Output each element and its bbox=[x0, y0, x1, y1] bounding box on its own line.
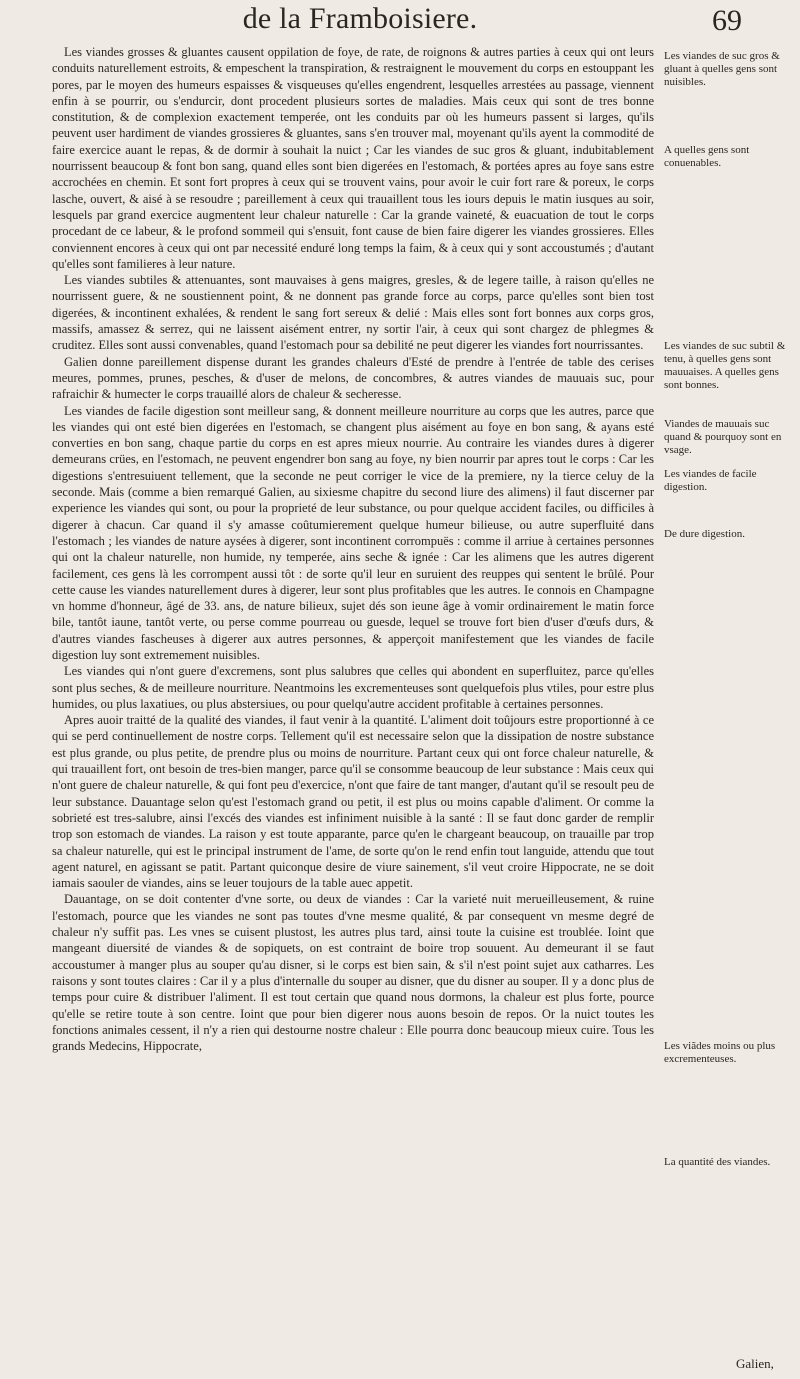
margin-note: A quelles gens sont conuenables. bbox=[664, 144, 750, 169]
paragraph: Les viandes qui n'ont guere d'excremens, sont plus salubres que celles qui abondent en superfluitez, parce qu'elles sont plus seches, & de meilleure nourriture. Neantmoins les excrementeuses sont quelquefois plus vtiles, pour estre plus humides, ou plus laxatiues, ou plus abstersiues, ou pour quelqu'autre accident profitable à certaines personnes. bbox=[52, 664, 654, 711]
margin-note: De dure digestion. bbox=[664, 528, 745, 540]
paragraph: Les viandes grosses & gluantes causent oppilation de foye, de rate, de roignons & autres parties à ceux qui ont leurs conduits naturellement estroits, & empeschent la transpiration, & restraignent le mouvement du corps en estouppant les pores, par le moyen des humeurs espaisses & visqueuses qu'elles engendrent, lesquelles arrestées au passage, viennent enfin à se pourrir, ou s'endurcir, dont procedent plusieurs sortes de maladies. Mais ceux qui sont de tres bonne constitution, & de complexion exactement temperée, ont les conduits par où les humeurs passent si larges, qu'ils peuvent user hardiment de viandes grossieres & gluantes, sans s'en trouver mal, moyenant qu'ils ayent la commodité de faire exercice auant le repas, & de dormir à souhait la nuict ; Car les viandes de suc gros & gluant, indubitablement nourrissent beaucoup & font bon sang, quand elles sont bien digerées en l'estomach, & portées apres au foye sans estre accrochées en chemin. Et sont fort propres à ceux qui se trouvent vains, pour avoir le cuir fort rare & poreux, le corps lasche, ouvert, & aisé à se resoudre ; pareillement à ceux qui trauaillent tous les iours depuis le matin iusques au soir, lesquels par grand exercice augmentent leur chaleur naturelle : Car la grande vaineté, & euacuation de tout le corps procedant de ce labeur, & le profond sommeil qui s'ensuit, font cause de bien faire digerer les viandes grossieres. Elles conviennent encores à ceux qui ont par necessité enduré long temps la faim, & à ceux qui y sont accoustumés ; d'autant qu'elles sont familieres à leur nature. bbox=[52, 45, 654, 271]
paragraph: Les viandes subtiles & attenuantes, sont mauvaises à gens maigres, gresles, & de legere taille, à raison qu'elles ne nourrissent guere, & ne soustiennent point, & ne donnent pas grande force au corps, parce qu'elles sont bien tost digerées, & incontinent exhalées, & rendent le sang fort sereux & delié : Mais elles sont fort bonnes aux corps gros, massifs, amassez & serrez, qui ne laissent aisément entrer, ny sortir l'air, à ceux qui sont chargez de phlegmes & cruditez. Elles sont aussi convenables, quand l'estomach pour sa debilité ne peut digerer les viandes fort nourrissantes. bbox=[52, 273, 654, 353]
margin-note: Les viandes de suc gros & gluant à quelles gens sont nuisibles. bbox=[664, 50, 780, 88]
main-text-block bbox=[52, 44, 654, 1054]
paragraph: Apres auoir traitté de la qualité des viandes, il faut venir à la quantité. L'aliment doit toûjours estre proportionné à ce qui se perd continuellement de nostre corps. Tellement qu'il est necessaire selon que la dissipation de nostre substance est plus grande, ou plus petite, de prendre plus ou moins de nourriture. Partant ceux qui ont force chaleur naturelle, & qui trauaillent fort, ont besoin de tres-bien manger, parce qu'il se consomme beaucoup de leur substance : Mais ceux qui n'ont guere de chaleur naturelle, & qui font peu d'exercice, n'ont que faire de tant manger, d'autant qu'il se resoult peu de leur substance. Dauantage selon qu'est l'estomach grand ou petit, il est plus ou moins capable d'aliment. Or comme la sobrieté est tres-salubre, ainsi l'excés des viandes est infiniment nuisible à la santé : Il se faut donc garder de remplir trop son estomach de viandes. La raison y est toute apparante, parce qu'en le chargeant beaucoup, on trauaille par trop sa chaleur naturelle, qui est le principal instrument de l'ame, de sorte qu'on le rend enfin tout languide, attendu que tout agent naturel, en agissant se patit. Partant quiconque desire de viure sainement, s'il veut croire Hippocrate, ne se doit iamais saouler de viandes, ains se leuer toujours de la table auec appetit. bbox=[52, 713, 654, 891]
page-number: 69 bbox=[712, 4, 742, 37]
paragraph: Les viandes de facile digestion sont meilleur sang, & donnent meilleure nourriture au corps que les autres, parce que les viandes qui ont esté bien digerées en l'estomach, se changent plus aisément au foye en bon sang, & ayans esté converties en bon sang, chaque partie du corps en est apres mieux nourrie. Au contraire les viandes dures à digerer demeurans crües, en l'estomach, ne peuvent engendrer bon sang au foye, ny bien nourrir par apres tout le corps : Car les digestions s'entresuiuent tellement, que la seconde ne peut corriger le vice de la premiere, ny la tierce celuy de la seconde. Mais (comme a bien remarqué Galien, au sixiesme chapitre du second liure des alimens) il faut discerner par experience les viandes qui sont, ou pour la proprieté de leur substance, ou pour quelque accident faciles, ou difficiles à digerer à chacun. Car quand il s'y amasse coûtumierement quelque humeur bilieuse, ou autre superfluité dans l'estomach ; les viandes de nature aysées à digerer, sont incontinent corrompuës : comme il arriue à certaines personnes qui ont la chaleur naturelle, non humide, ny temperée, ains seche & ignée : Car les alimens que les autres digerent facilement, ces gens là les corrompent aussi tôt : de sorte qu'il leur en suruient des reuppes qui sentent le brûlé. Pour cette cause les viandes naturellement dures à digerer, leur sont plus profitables que les autres. Ie connois en Champagne vn homme d'honneur, âgé de 33. ans, de nature bilieux, sujet dés son ieune âge à vomir ordinairement le matin force bile, tantôt iaune, tantôt verte, ou perse comme pourreau ou guesde, lequel se trouve fort bien d'user d'œufs durs, & d'autres viandes fascheuses à digerer aux autres personnes, & apperçoit manifestement que les viandes de facile digestion luy sont extremement nuisibles. bbox=[52, 403, 654, 662]
catchword: Galien, bbox=[736, 1356, 774, 1371]
margin-note: Les viãdes moins ou plus excrementeuses. bbox=[664, 1040, 776, 1065]
margin-note: La quantité des viandes. bbox=[664, 1156, 771, 1168]
running-head: de la Framboisiere. bbox=[242, 2, 478, 35]
paragraph: Dauantage, on se doit contenter d'vne sorte, ou deux de viandes : Car la varieté nuit merueilleusement, & ruine l'estomach, pource que les viandes ne sont pas toutes d'vne mesme qualité, & par consequent vn mesme degré de chaleur n'y suffit pas. Les vnes se cuisent plustost, les autres plus tard, ainsi toute la cuisine est troublée. Ioint que mangeant diuersité de viandes & de sopiquets, on est contraint de boire trop souuent. Au demeurant il se faut accoustumer à manger plus au souper qu'au disner, si le corps est bien sain, & s'il n'est point sujet aux catharres. Les raisons y sont toutes claires : Car il y a plus d'internalle du souper au disner, que du disner au souper. Il y a donc plus de temps pour cuire & distribuer l'aliment. Il est tout certain que quand nous dormons, la chaleur est plus forte, pource qu'elle se retire toute à son centre. Ioint que pour bien digerer nous auons besoin de repos. Or la nuict toutes les fonctions animales cessent, il n'y a rien qui destourne nostre chaleur : Elle pourra donc beaucoup mieux cuire. Tous les grands Medecins, Hippocrate, bbox=[52, 892, 654, 1054]
margin-note: Viandes de mauuais suc quand & pourquoy sont en vsage. bbox=[664, 418, 782, 456]
margin-note: Les viandes de facile digestion. bbox=[664, 468, 757, 493]
margin-note: Les viandes de suc subtil & tenu, à quelles gens sont mauuaises. A quelles gens sont bonnes. bbox=[664, 340, 786, 391]
paragraph: Galien donne pareillement dispense durant les grandes chaleurs d'Esté de prendre à l'entrée de table des cerises meures, pommes, prunes, pesches, & d'user de melons, de concombres, & autres viandes de mauuais suc, pour rafraichir & humecter le corps trauaillé alors de chaleur & secheresse. bbox=[52, 354, 654, 402]
